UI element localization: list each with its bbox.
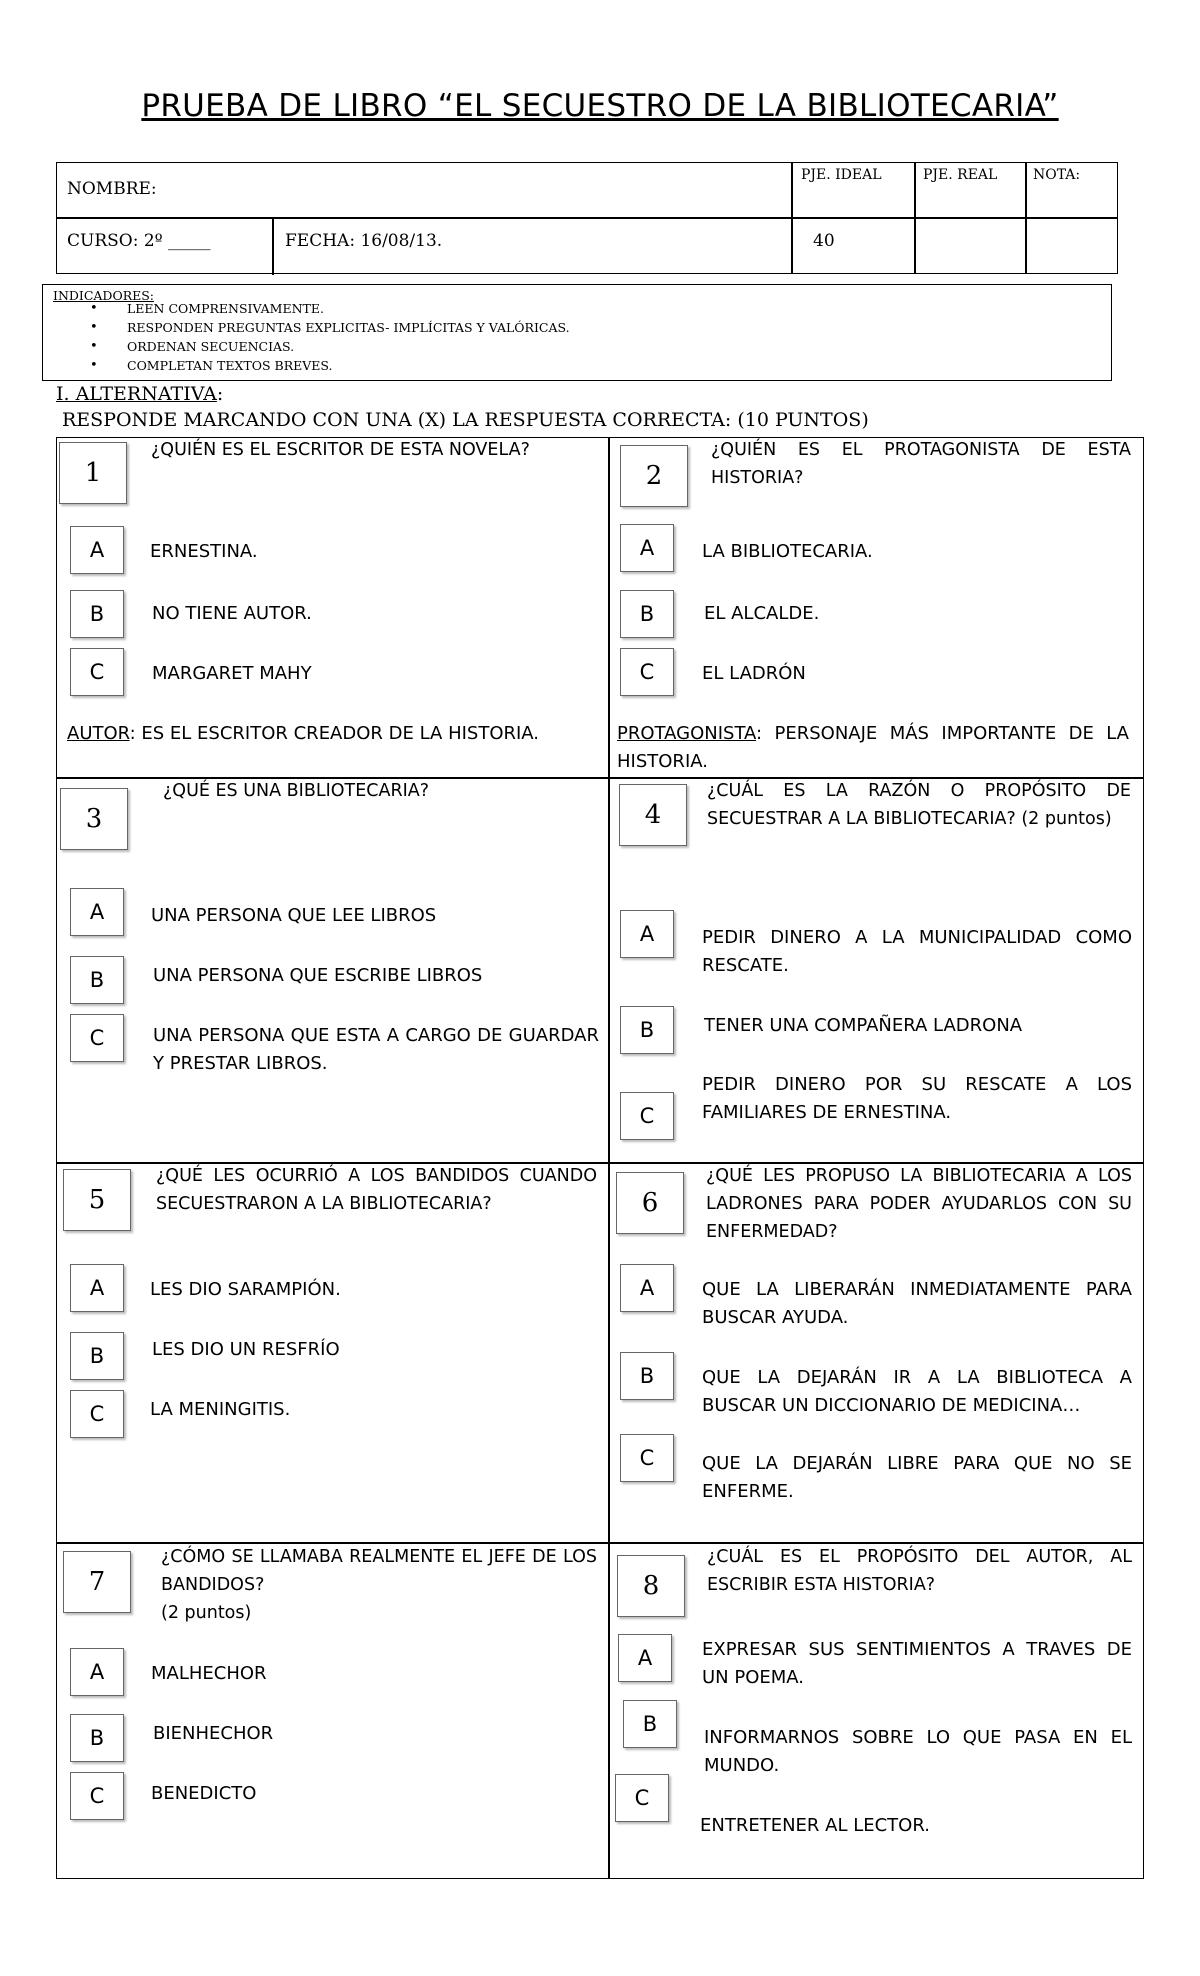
option-4c-text: PEDIR DINERO POR SU RESCATE A LOS FAMILIARES DE ERNESTINA. (702, 1074, 1132, 1123)
question-number-7: 7 (63, 1551, 131, 1613)
option-box-1c[interactable]: C (70, 648, 124, 696)
page-title: PRUEBA DE LIBRO “EL SECUESTRO DE LA BIBLIOTECARIA” (141, 88, 1059, 124)
option-box-6b[interactable]: B (620, 1352, 674, 1400)
option-box-5b[interactable]: B (70, 1332, 124, 1380)
option-3a-text: UNA PERSONA QUE LEE LIBROS (151, 905, 437, 926)
option-8b-text: INFORMARNOS SOBRE LO QUE PASA EN EL MUNDO. (704, 1727, 1132, 1776)
definition-term: AUTOR (67, 723, 130, 744)
curso-label: CURSO: 2º _____ (67, 231, 211, 251)
option-box-3a[interactable]: A (70, 888, 124, 936)
question-8-text: ¿CUÁL ES EL PROPÓSITO DEL AUTOR, AL ESCRIBIR ESTA HISTORIA? (707, 1547, 1132, 1595)
option-box-7b[interactable]: B (70, 1714, 124, 1762)
definition-autor (67, 720, 599, 748)
option-box-4a[interactable]: A (620, 910, 674, 958)
question-2-text: ¿QUIÉN ES EL PROTAGONISTA DE ESTA HISTORIA? (711, 440, 1131, 488)
fecha-label: FECHA: 16/08/13. (285, 231, 443, 251)
section-colon: : (216, 383, 224, 405)
definition-term: PROTAGONISTA (617, 723, 757, 744)
indicator-item: • COMPLETAN TEXTOS BREVES. (127, 356, 570, 375)
option-2a-text: LA BIBLIOTECARIA. (702, 541, 873, 562)
question-number-5: 5 (63, 1169, 131, 1231)
option-8c-text: ENTRETENER AL LECTOR. (700, 1815, 930, 1836)
pje-ideal-value: 40 (813, 231, 835, 251)
option-box-4b[interactable]: B (620, 1006, 674, 1054)
option-2c-text: EL LADRÓN (702, 663, 806, 684)
option-1a-text: ERNESTINA. (150, 541, 258, 562)
section-title: I. ALTERNATIVA (56, 383, 217, 405)
indicators-title: INDICADORES: (53, 288, 155, 303)
question-3-text: ¿QUÉ ES UNA BIBLIOTECARIA? (163, 781, 430, 801)
question-number-6: 6 (616, 1172, 684, 1234)
question-4-text: ¿CUÁL ES LA RAZÓN O PROPÓSITO DE SECUESTRAR A LA BIBLIOTECARIA? (2 puntos) (707, 781, 1131, 829)
option-box-1b[interactable]: B (70, 590, 124, 638)
option-4a-text: PEDIR DINERO A LA MUNICIPALIDAD COMO RESCATE. (702, 927, 1132, 976)
questions-grid (56, 437, 1144, 1879)
option-box-6a[interactable]: A (620, 1264, 674, 1312)
definition-protagonista (617, 720, 1129, 776)
option-6b-text: QUE LA DEJARÁN IR A LA BIBLIOTECA A BUSCAR UN DICCIONARIO DE MEDICINA… (702, 1367, 1132, 1416)
indicator-item: • ORDENAN SECUENCIAS. (127, 337, 570, 356)
option-box-2b[interactable]: B (620, 590, 674, 638)
option-box-1a[interactable]: A (70, 526, 124, 574)
student-info-table (56, 162, 1118, 274)
option-box-5a[interactable]: A (70, 1264, 124, 1312)
option-box-8a[interactable]: A (618, 1634, 672, 1682)
option-1c-text: MARGARET MAHY (152, 663, 312, 684)
nota-label: NOTA: (1033, 167, 1081, 183)
option-1b-text: NO TIENE AUTOR. (152, 603, 312, 624)
option-box-3b[interactable]: B (70, 956, 124, 1004)
option-5b-text: LES DIO UN RESFRÍO (152, 1339, 340, 1360)
question-number-1: 1 (59, 442, 127, 504)
question-number-3: 3 (60, 788, 128, 850)
section-heading (56, 383, 223, 405)
question-7-points: (2 puntos) (161, 1603, 252, 1623)
option-6a-text: QUE LA LIBERARÁN INMEDIATAMENTE PARA BUSCAR AYUDA. (702, 1279, 1132, 1328)
option-box-4c[interactable]: C (620, 1092, 674, 1140)
option-5a-text: LES DIO SARAMPIÓN. (150, 1279, 341, 1300)
indicator-item: • LEEN COMPRENSIVAMENTE. (127, 299, 570, 318)
option-5c-text: LA MENINGITIS. (150, 1399, 291, 1420)
option-box-2a[interactable]: A (620, 524, 674, 572)
question-5-text: ¿QUÉ LES OCURRIÓ A LOS BANDIDOS CUANDO SECUESTRARON A LA BIBLIOTECARIA? (156, 1166, 597, 1214)
option-6c-text: QUE LA DEJARÁN LIBRE PARA QUE NO SE ENFERME. (702, 1453, 1132, 1502)
section-instruction: RESPONDE MARCANDO CON UNA (X) LA RESPUESTA CORRECTA: (10 PUNTOS) (62, 409, 869, 431)
option-box-3c[interactable]: C (70, 1014, 124, 1062)
question-7-text: ¿CÓMO SE LLAMABA REALMENTE EL JEFE DE LOS BANDIDOS? (161, 1547, 597, 1595)
option-box-6c[interactable]: C (620, 1434, 674, 1482)
option-box-7a[interactable]: A (70, 1648, 124, 1696)
definition-text: : PERSONAJE MÁS IMPORTANTE DE LA HISTORIA. (617, 723, 1129, 772)
option-7c-text: BENEDICTO (151, 1783, 257, 1804)
option-box-8b[interactable]: B (623, 1700, 677, 1748)
indicators-list (127, 299, 570, 375)
question-1-text: ¿QUIÉN ES EL ESCRITOR DE ESTA NOVELA? (151, 440, 530, 460)
question-6-text: ¿QUÉ LES PROPUSO LA BIBLIOTECARIA A LOS LADRONES PARA PODER AYUDARLOS CON SU ENFERMEDAD? (706, 1166, 1132, 1242)
option-4b-text: TENER UNA COMPAÑERA LADRONA (704, 1015, 1023, 1036)
option-box-2c[interactable]: C (620, 648, 674, 696)
option-7a-text: MALHECHOR (151, 1663, 267, 1684)
option-3c-text: UNA PERSONA QUE ESTA A CARGO DE GUARDAR Y PRESTAR LIBROS. (153, 1025, 599, 1074)
definition-text: : ES EL ESCRITOR CREADOR DE LA HISTORIA. (129, 723, 540, 744)
option-7b-text: BIENHECHOR (153, 1723, 274, 1744)
option-box-8c[interactable]: C (615, 1774, 669, 1822)
pje-real-label: PJE. REAL (923, 167, 998, 183)
question-number-8: 8 (617, 1555, 685, 1617)
option-3b-text: UNA PERSONA QUE ESCRIBE LIBROS (153, 965, 483, 986)
option-box-5c[interactable]: C (70, 1390, 124, 1438)
question-number-2: 2 (620, 445, 688, 507)
indicator-item: • RESPONDEN PREGUNTAS EXPLICITAS- IMPLÍCITAS Y VALÓRICAS. (127, 318, 570, 337)
option-2b-text: EL ALCALDE. (704, 603, 820, 624)
pje-ideal-label: PJE. IDEAL (801, 167, 882, 183)
question-number-4: 4 (619, 784, 687, 846)
option-box-7c[interactable]: C (70, 1772, 124, 1820)
nombre-label: NOMBRE: (67, 179, 157, 199)
option-8a-text: EXPRESAR SUS SENTIMIENTOS A TRAVES DE UN POEMA. (702, 1639, 1132, 1688)
indicators-box (42, 284, 1112, 381)
